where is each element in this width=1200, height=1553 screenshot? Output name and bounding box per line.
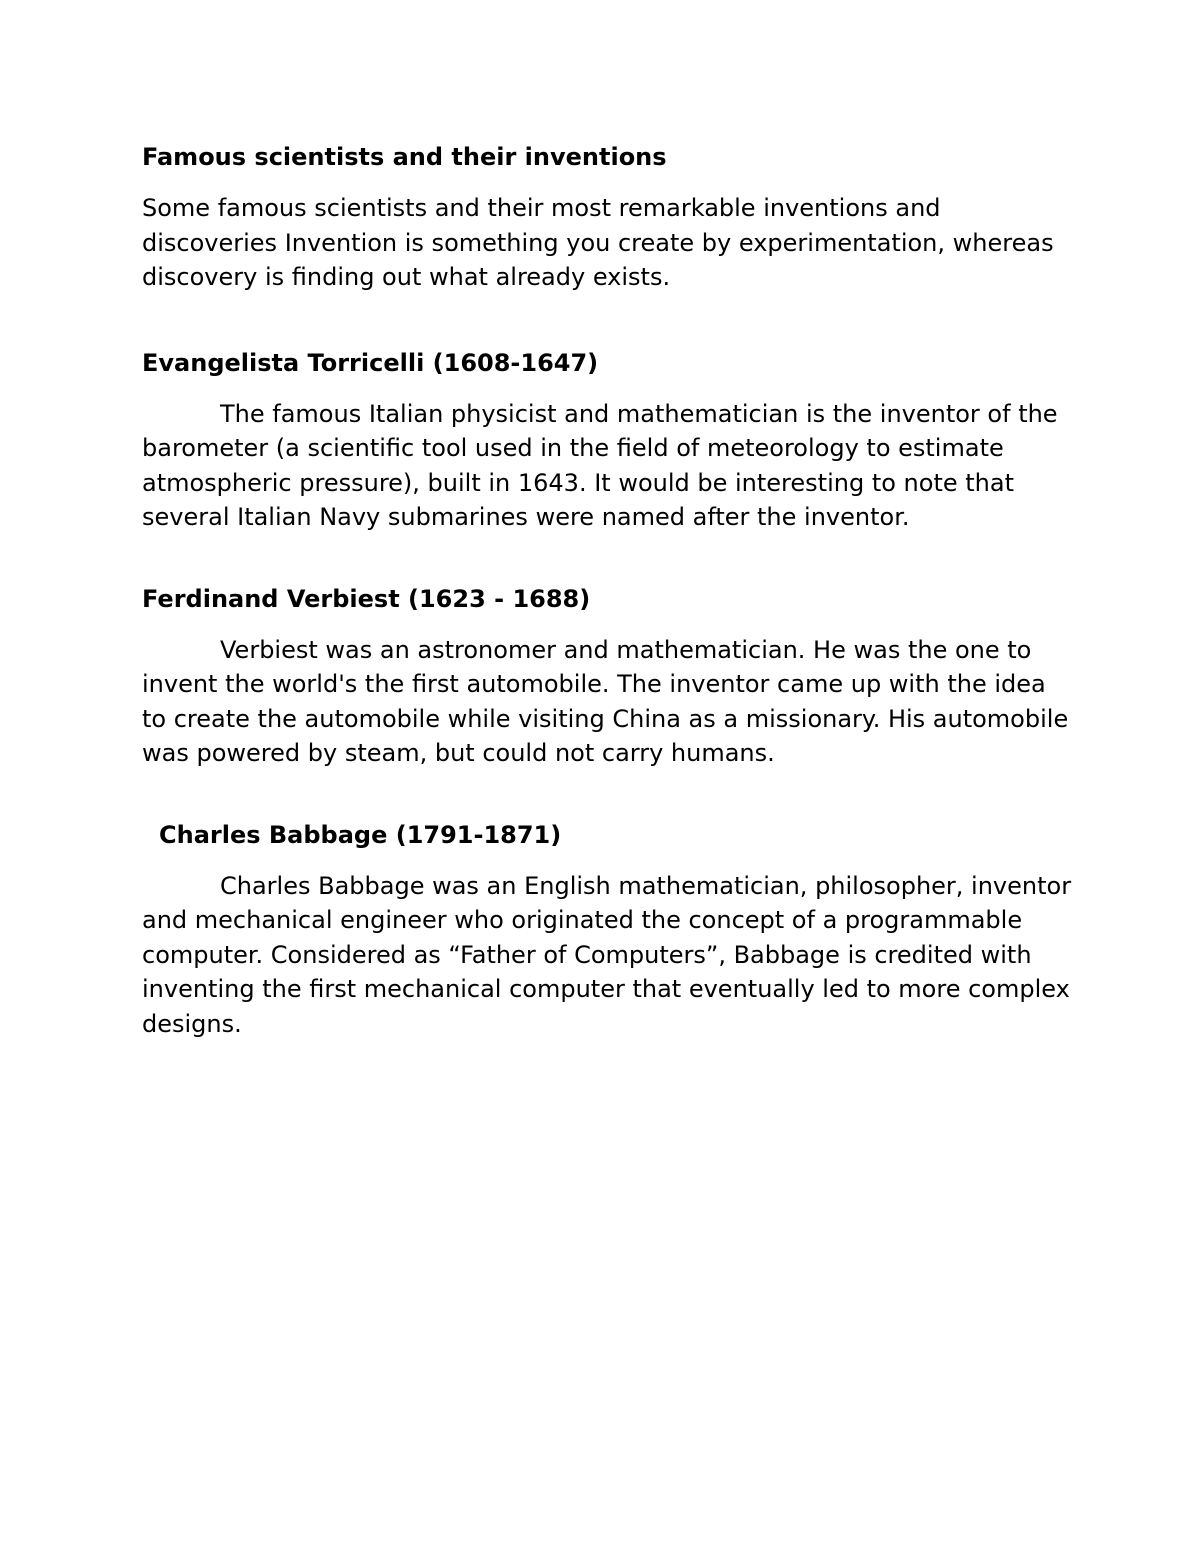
document-title: Famous scientists and their inventions <box>142 143 667 171</box>
section-body-torricelli: The famous Italian physicist and mathematician is the inventor of the barometer (a scientific tool used in the field of meteorology to estimate atmospheric pressure), built in 1643. It would be interesting to note that several Italian Navy submarines were named after the inventor. <box>142 399 1058 531</box>
intro-paragraph: Some famous scientists and their most remarkable inventions and discoveries Invention is something you create by experimentation, whereas discovery is finding out what already exists. <box>142 194 1054 291</box>
section-body-babbage: Charles Babbage was an English mathematician, philosopher, inventor and mechanical engineer who originated the concept of a programmable computer. Considered as “Father of Computers”, Babbage is credited with inventing the first mechanical computer that eventually led to more complex designs. <box>142 871 1072 1038</box>
section-heading-torricelli: Evangelista Torricelli (1608-1647) <box>142 348 599 377</box>
section-heading-babbage: Charles Babbage (1791-1871) <box>159 820 562 849</box>
section-heading-verbiest: Ferdinand Verbiest (1623 - 1688) <box>142 584 591 613</box>
section-body-verbiest: Verbiest was an astronomer and mathematician. He was the one to invent the world's the first automobile. The inventor came up with the idea to create the automobile while visiting China as a missionary. His automobile was powered by steam, but could not carry humans. <box>142 635 1069 767</box>
document-body <box>142 140 1072 1041</box>
